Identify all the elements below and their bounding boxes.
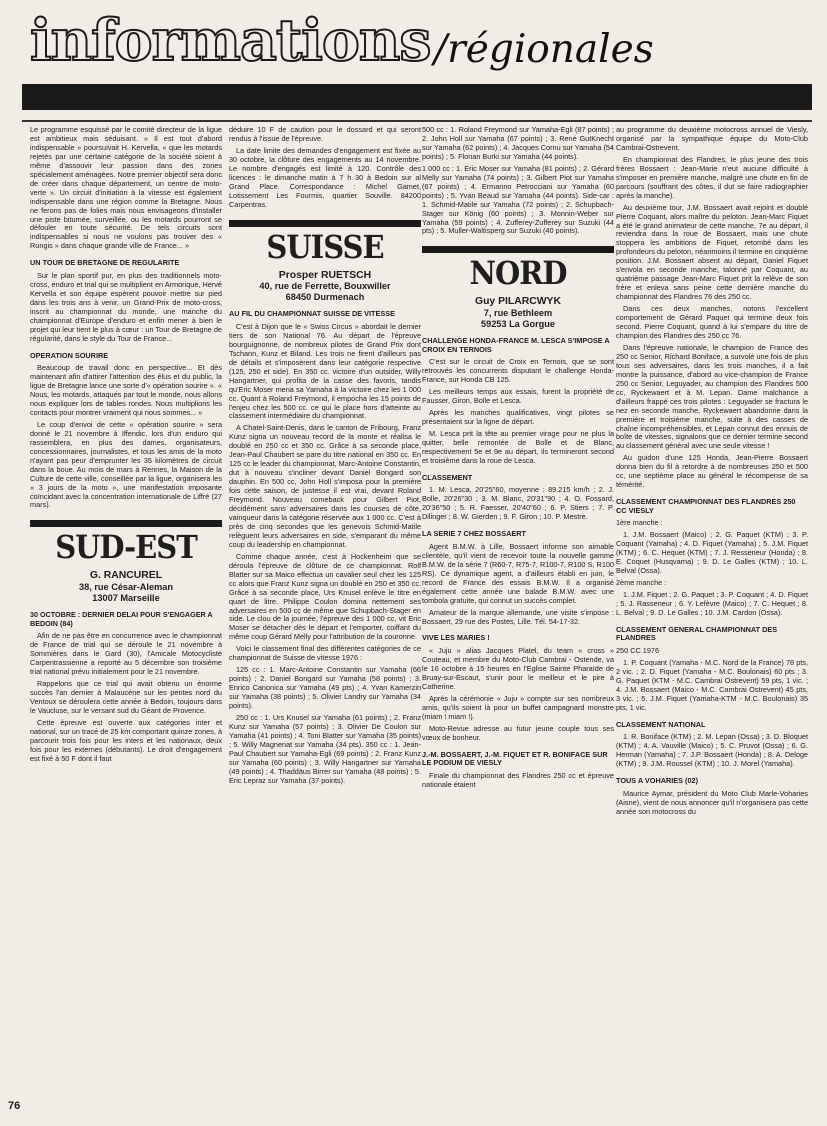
paragraph: Les meilleurs temps aux essais, furent la propriété de Fausser, Giron, Bolle et Lesca.: [422, 387, 614, 406]
results-paragraph: 1 000 cc : 1. Eric Moser sur Yamaha (81 points) ; 2. Gérard Melly sur Yamaha (74 points) ; 3. Gilbert Piot sur Yamaha (67 points) ; 4. Ermanno Petrocciani sur Yamaha (60 points) ; 5. Yvan Beaud sur Yamaha (44 points). Side-car : 1. Schmid-Matile sur Yamaha (72 points) ; 2. Schupbach-Stager sur König (60 points) ; 3. Monnin-Weber sur Yamaha (59 points) ; 4. Zufferey-Zufferey sur Suzuki (44 pts) ; 5. Muller-Waltisperg sur Suzuki (40 points).: [422, 163, 614, 236]
paragraph: M. Lesca prit la tête au premier virage pour ne plus la quitter, belle remontée de Bolle et de Blanc, respectivement 5e et 9e au départ, ils termineront second et troisième dans la roue de Lesca.: [422, 429, 614, 465]
paragraph: C'est sur le circuit de Croix en Ternois, que se sont retrouvés les concurrents disputant le challenge Honda-France, sur Honda CB 125.: [422, 357, 614, 385]
paragraph: « Juju » alias Jacques Platel, du team « cross » Couteau, et membre du Moto-Club Cambrai - Ostende, va le 16 octobre à 15 heures en l'Eglise Sainte Pharaïde de Bruay-sur-Escaut, s'unir pour le meilleur et le pire à Catherine.: [422, 646, 614, 691]
paragraph: Après la cérémonie « Juju » compte sur ses nombreux amis, qu'ils soient là pour un buffet campagnard monstre (miam ! miam !).: [422, 693, 614, 721]
paragraph: En championnat des Flandres, le plus jeune des trois frères Bossaert : Jean-Marie n'eut aucune difficulté à s'imposer en première manche, malgré une chute en fin de parcours (souffrant des côtes, il dut se faire radiographier après la manche).: [616, 154, 808, 200]
paragraph: Dans l'épreuve nationale, le champion de France des 250 cc Senior, Richard Boniface, a survolé une fois de plus tous ses adversaires, dans les trois manches, il a fait montre la puissance, d'abord au vice-champion de France 250 cc Senior, Leguyader, au champion des Flandres 500 cc, Ryckewaert et à M. Lepan. Dame malchance a d'ailleurs frappé ces trois pilotes : Leguyader se fractura le nez en seconde manche, Ryckewaert abandonne dans la première et troisième manche, suite à des casses de chaîne incompréhensibles, et Lepan connut des ennuis de boîte de vitesses, signalons que ce dernier termine second au classement général avec une seule vitesse !: [616, 342, 808, 451]
correspondent-address: [229, 271, 421, 303]
article-heading: J.-M. BOSSAERT, J.-M. FIQUET ET R. BONIFACE SUR LE PODIUM DE VIESLY: [422, 749, 608, 768]
correspondent-address: [422, 297, 614, 329]
section-subtitle: /régionales: [434, 27, 654, 72]
correspondent-name: Guy PILARCWYK: [474, 296, 561, 308]
page-number: 76: [8, 1100, 21, 1112]
article-heading: TOUS A VOHARIES (02): [616, 776, 699, 786]
paragraph: C'est à Dijon que le « Swiss Circus » abordait le dernier tiers de son National 76. Au départ de l'épreuve bourguignonne, de nombreux pilotes de Grand Prix dont Tschann, Kunz et Biland. Les trois ne firent d'ailleurs pas de détails et s'imposèrent dans leur catégorie respective (125, 250 et side). En 350 cc. victoire d'un outsider, Willy Hangartner, qui profita de la casse des favoris, tandis qu'Eric Moser mena sa Yamaha à la victoire chez les 1 000 cc. Quant à Roland Freymond, il empocha les 15 points de l'enjeu chez les 500 cc. ce qui le place hors d'atteinte au classement intermédiaire du championnat.: [229, 321, 421, 421]
region-banner: [422, 246, 614, 293]
results-paragraph: 125 cc : 1. Marc-Antoine Constantin sur Yamaha (66 points) ; 2. Daniel Bongard sur Yamaha (58 points) ; 3. Enrico Canonica sur Yamaha (49 pts) ; 4. Yvan Kamerzin sur Yamaha (38 points) ; 5. Olivier Landry sur Yamaha (34 points).: [229, 665, 421, 711]
paragraph: Rappelons que ce trial qui avait obtenu un énorme succès l'an dernier à Malaucène sur les pentes nord du Ventoux se déroulera cette année à Bedoin, toujours dans le Vaucluse, sur le versant sud du Géant de Provence.: [30, 679, 222, 715]
column-4: [616, 126, 808, 1116]
article-heading: VIVE LES MARIES !: [422, 633, 490, 643]
correspondent-name: G. RANCUREL: [89, 570, 163, 582]
results-paragraph: 1. J.M. Fiquet ; 2. G. Paquet ; 3. P. Coquant ; 4. D. Fiquet ; 5. J. Rasseneur ; 6. Y. Lefèvre (Maico) ; 7. C. Hequet ; 8. L. Belval ; 9. D. Le Galles ; 10. J.M. Cardon (Ossa).: [616, 590, 808, 617]
paragraph: Maurice Aymar, président du Moto Club Marle-Voharies (Aisne), vient de nous annoncer qu'il n'organisera pas cette année son motocross du: [616, 788, 808, 816]
results-paragraph: 250 cc : 1. Urs Knusel sur Yamaha (61 points) ; 2. Franz Kunz sur Yamaha (57 points) ; 3. Olivier De Coulon sur Yamaha (41 points) ; 4. Toni Blatter sur Yamaha (35 points) ; 5. Willy Magnenat sur Yamaha (34 pts). 350 cc : 1. Jean-Paul Chaubert sur Yamaha-Egli (69 points) ; 2. Franz Kunz sur Yamaha (60 points) ; 3. Willy Hangartner sur Yamaha (49 points) ; 4. Thaddäus Birrer sur Yamaha (48 points) ; 5. Eric Lepraz sur Yamaha (37 points).: [229, 712, 421, 785]
paragraph: Comme chaque année, c'est à Hockenheim que se déroula l'épreuve de clôture de ce championnat. Rolf Blatter sur sa Maico effectua un cavalier seul chez les 125 cc alors que Franz Kunz signa un doublé en 250 et 350 cc. Grâce à sa seconde place, Urs Knusel enlève le titre en quart de litre. Philippe Coulon domina nettement ses adversaires en 500 cc de même que Schupbach-Stager en side. Le clou de la journée, l'épreuve des 1 000 cc, vit Eric Moser se détacher dès le départ et l'emporter, coiffant du même coup Gérard Melly pour l'attribution de la couronne.: [229, 551, 421, 642]
section-title: informations: [30, 7, 431, 74]
correspondent-city: 13007 Marseille: [92, 592, 160, 603]
correspondent-address: [30, 571, 222, 603]
results-paragraph: 1. M. Lesca, 20'25"60, moyenne : 89.215 km/h ; 2. J. Bolle, 20'26"30 ; 3. M. Blanc, 20'31"90 ; 4. O. Fossard, 20'36"50 ; 5. R. Faesser, 20'40"60 ; 6. P. Stiers ; 7. P. Dilinger ; 8. W. Gierden ; 9. F. Giron ; 10. P. Mestre.: [422, 485, 614, 522]
paragraph: Dans ces deux manches, notons l'excellent comportement de Gérard Paquet qui termine deux fois second. Pierre Coquant, quand à lui s'empare du titre de champion des Flandres des 250 cc 76.: [616, 304, 808, 340]
region-banner: [229, 220, 421, 266]
correspondent-city: 68450 Durmenach: [285, 291, 365, 302]
article-heading: LA SERIE 7 CHEZ BOSSAERT: [422, 529, 526, 539]
paragraph: Finale du championnat des Flandres 250 cc et épreuve nationale étaient: [422, 770, 614, 789]
paragraph: Afin de ne pas être en concurrence avec le championnat de France de trial qui se déroule le 21 novembre à Sommières dans le Gard (30), l'Amicale Motocycliste Carpentrassienne a reporté au 5 décembre son troisième trial national prévu initialement pour le 21 novembre.: [30, 631, 222, 677]
correspondent-street: 40, rue de Ferrette, Bouxwiller: [259, 281, 391, 292]
subheading: 250 CC 1976: [616, 646, 660, 656]
paragraph: Le programme esquissé par le comité directeur de la ligue est ambitieux mais séduisant. « Il est tout d'abord indispensable » poursuivait H. Kervella, « que les motards rejetés par une certaine catégorie de la société soient à même d'assouvir leur passion dans des zones spécialement aménagées. Notre premier objectif sera donc de créer dans chaque département, un centre de moto-verte ». Un circuit d'initiation à la vitesse est également indispensable dans une région comme la Bretagne. Nous ne ferons pas de folies mais nous envisageons d'installer une piste bitumée, surveillée, ou les motards pourront se défouler en toute sécurité. De tels circuits sont indispensables si nous ne voulons pas trouver des « Rungis » dans chaque grande ville de France... »: [30, 126, 222, 251]
correspondent-street: 38, rue César-Aleman: [79, 582, 173, 592]
article-heading: AU FIL DU CHAMPIONNAT SUISSE DE VITESSE: [229, 309, 395, 319]
paragraph: Beaucoup de travail donc en perspective... Et dès maintenant afin d'attirer l'attention des élus et du public, la ligue de Bretagne lance une sorte d'« opération sourire ». « Nous, les motards, attaqués par tout le monde, nous allons nous expliquer lors de tables rondes. Nous multiplions les contacts pour montrer vraiment qui nous sommes... »: [30, 363, 222, 417]
article-heading: CLASSEMENT GENERAL CHAMPIONNAT DES FLANDRES: [616, 624, 778, 643]
article-heading: CLASSEMENT NATIONAL: [616, 719, 706, 729]
paragraph: Agent B.M.W. à Lille, Bossaert informe son aimable clientèle, qu'il vient de recevoir toute la nouvelle gamme B.M.W. de la série 7 (R60-7, R75-7, R100-7, R100 S, R100 RS). Ce dynamique agent, a d'ailleurs établi en juin, le record de France des essais B.M.W. Il a organisé également cette année une balade B.M.W. avec une tombola gratuite, qui connut un succès complet.: [422, 541, 614, 605]
paragraph: Le coup d'envoi de cette « opération sourire » sera donné le 21 novembre à Iffendic, lors d'un enduro qui rassemblera, en plus des dames, organisateurs, concessionnaires, journalistes, et tous les amis de la moto n'ayant pas peur d'emprunter les 35 kilomètres de circuit dans la boue. Au mois de mars à Rennes, la Maison de la Culture de cette ville, conseillée par la ligue, organisera les « 3 jours de la moto », une manifestation imposante coïncidant avec la concentration internationale de Liffré (27 mars).: [30, 419, 222, 510]
paragraph: Amateur de la marque allemande, une visite s'impose : Bossaert, 29 rue des Postes, Lille. Tél. 54-17-32.: [422, 607, 614, 626]
header-divider: [22, 120, 812, 122]
subheading: 1ère manche :: [616, 518, 663, 528]
paragraph: La date limite des demandes d'engagement est fixée au 30 octobre, la clôture des engagements au 14 novembre. Le nombre d'engagés est limité à 120. Contrôle des licences : le dimanche matin à 7 h 30 à Bedoin sur al Grand Place. Correspondance : Michel Gamet, Lotissement Les Fourmis, quartier Souville. 84200 Carpentras.: [229, 145, 421, 209]
paragraph: Cette épreuve est ouverte aux catégories inter et national, sur un tracé de 25 km comportant quinze zones, à parcourir trois fois pour les inters et les nationaux, deux fois pour les externes (débutants). Le droit d'engagement est fixé à 50 F dont il faut: [30, 717, 222, 763]
paragraph: Après les manches qualificatives, vingt pilotes se présentaient sur la ligne de départ.: [422, 408, 614, 427]
paragraph: A Chatel-Saint-Denis, dans le canton de Fribourg, Franz Kunz signa un nouveau record de la monte et réalisa le doublé en 250 cc et 350 cc. Grâce à sa seconde place, Jean-Paul Chaubert se pare du titre national en 350 cc. En 125 cc le leader du championnat, Marc-Antoine Constantin, dut à nouveau s'incliner devant Daniel Bongard son dauphin. En 500 cc, John Holl s'imposa pour la première fois cette saison, de justesse il est vrai, devant Roland Freymond. Nouveau comeback pour Gilbert Piot, décidément sans adversaires dans les courses de côte, vainqueur dans la catégorie réservée aux 1 000 cc. C'est à près de cinq secondes que les genevois Schmid-Matile relèguent leurs adversaires en side, s'emparant du même coup du leadership en championnat.: [229, 423, 421, 549]
region-banner: [30, 520, 222, 567]
column-3: [422, 126, 614, 1116]
results-paragraph: 1. J.M. Bossaert (Maico) ; 2. G. Paquet (KTM) ; 3. P. Coquant (Yamaha) ; 4. D. Fiquet (Yamaha) ; 5. J.M. Fiquet (KTM) ; 6. C. Hequet (KTM) ; 7. J. Resseneur (Honda) ; 8. E. Coquet (Husqvarna) ; 9. D. Le Galles (KTM) ; 10. L. Belval (Ossa).: [616, 530, 808, 576]
article-heading: OPERATION SOURIRE: [30, 350, 109, 360]
article-heading: CLASSEMENT CHAMPIONNAT DES FLANDRES 250 CC VIESLY: [616, 497, 796, 515]
subheading: 2ème manche :: [616, 578, 667, 588]
region-title: NORD: [469, 254, 567, 293]
article-heading: 30 OCTOBRE : DERNIER DELAI POUR S'ENGAGER A BEDOIN (84): [30, 610, 213, 628]
results-paragraph: 1. P. Coquant (Yamaha - M.C. Nord de la France) 78 pts, 2 vic. ; 2. D. Fiquet (Yamaha - M.C. Boulonais) 60 pts ; 3. G. Paquet (KTM - M.C. Cambrai Ostrevent) 59 pts, 1 vic. ; 4. J.M. Bossaert (Maico - M.C. Cambrai Ostrevent) 45 pts, 3 vic. ; 5. J.M. Fiquet (Yamaha-KTM - M.C. Boulonais) 35 pts, 1 vic.: [616, 658, 808, 712]
region-title: SUD-EST: [55, 528, 197, 567]
article-heading: CLASSEMENT: [422, 472, 473, 482]
column-2: [229, 126, 421, 1116]
correspondent-name: Prosper RUETSCH: [278, 269, 372, 281]
paragraph: Moto-Revue adresse au futur jeune couple tous ses vœux de bonheur.: [422, 723, 614, 742]
article-heading: CHALLENGE HONDA-FRANCE M. LESCA S'IMPOSE A CROIX EN TERNOIS: [422, 336, 610, 354]
paragraph: déduire 10 F de caution pour le dossard et qui seront rendus à l'issue de l'épreuve.: [229, 126, 421, 143]
paragraph: Voici le classement final des différentes catégories de ce championnat de Suisse de vitesse 1976 :: [229, 644, 421, 663]
paragraph: au programme du deuxième motocross annuel de Viesly, organisé par la sympathique équipe du Moto-Club Cambrai-Ostrevent.: [616, 126, 808, 152]
results-paragraph: 500 cc : 1. Roland Freymond sur Yamaha-Egli (87 points) ; 2. John Holl sur Yamaha (67 points) ; 3. René GutKnecht sur Yamaha (62 points) ; 4. Jacques Cornu sur Yamaha (54 points) ; 5. Florian Burki sur Yamaha (44 points).: [422, 126, 614, 161]
masthead-band: [22, 84, 812, 110]
column-1: [30, 126, 222, 1116]
paragraph: Au guidon d'une 125 Honda, Jean-Pierre Bossaert donna bien du fil à retordre à de nombreuses 250 et 500 cc, une septième place au général le récompense de sa témérité.: [616, 453, 808, 490]
paragraph: Sur le plan sportif pur, en plus des traditionnels moto-cross, enduro et trial qui se multiplient en Armorique, Hervé Kervella et son équipe espèrent pouvoir mettre sur pied dans les trois ans à venir, un Grand-Prix de moto-cross, inscrit au championnat du monde, une manche du championnat d'Europe d'enduro et enfin mener à bien le projet qui leur tient le plus à cœur : un Tour de Bretagne de régularité, dans le style du Tour de France...: [30, 270, 222, 343]
correspondent-city: 59253 La Gorgue: [480, 318, 556, 329]
masthead: [22, 0, 812, 112]
results-paragraph: 1. R. Boniface (KTM) ; 2. M. Lepan (Ossa) ; 3. D. Bloquet (KTM) ; 4. A. Vauville (Maico) ; 5. C. Pruvot (Ossa) ; 6. G. Herman (Yamaha) ; 7. J.P. Bossaert (Honda) ; 8. A. Deloge (KTM) ; 9. J.M. Roussel (KTM) ; 10. J. Morel (Yamaha).: [616, 732, 808, 769]
region-title: SUISSE: [266, 227, 384, 266]
article-heading: UN TOUR DE BRETAGNE DE REGULARITE: [30, 258, 180, 268]
correspondent-street: 7, rue Bethleem: [483, 308, 553, 319]
paragraph: Au deuxième tour, J.M. Bossaert avait rejoint et doublé Pierre Coquant, alors maître du peloton. Jean-Marc Fiquet a été le grand animateur de cette manche, 7e au départ, il reviendra dans la roue de Bossaert, mais une chute stoppera les ambitions de Fiquet, retombé dans les profondeurs du peloton, néanmoins il termine en cinquième position. J.M. Bossaert absent au départ, Daniel Fiquet s'envola en seconde manche, talonné par Coquant, au quatrième passage Jean-Marc Fiquet prit la relève de son frère et enleva sans peine cette dernière manche du championnat des Flandres 76 des 250 cc.: [616, 202, 808, 302]
